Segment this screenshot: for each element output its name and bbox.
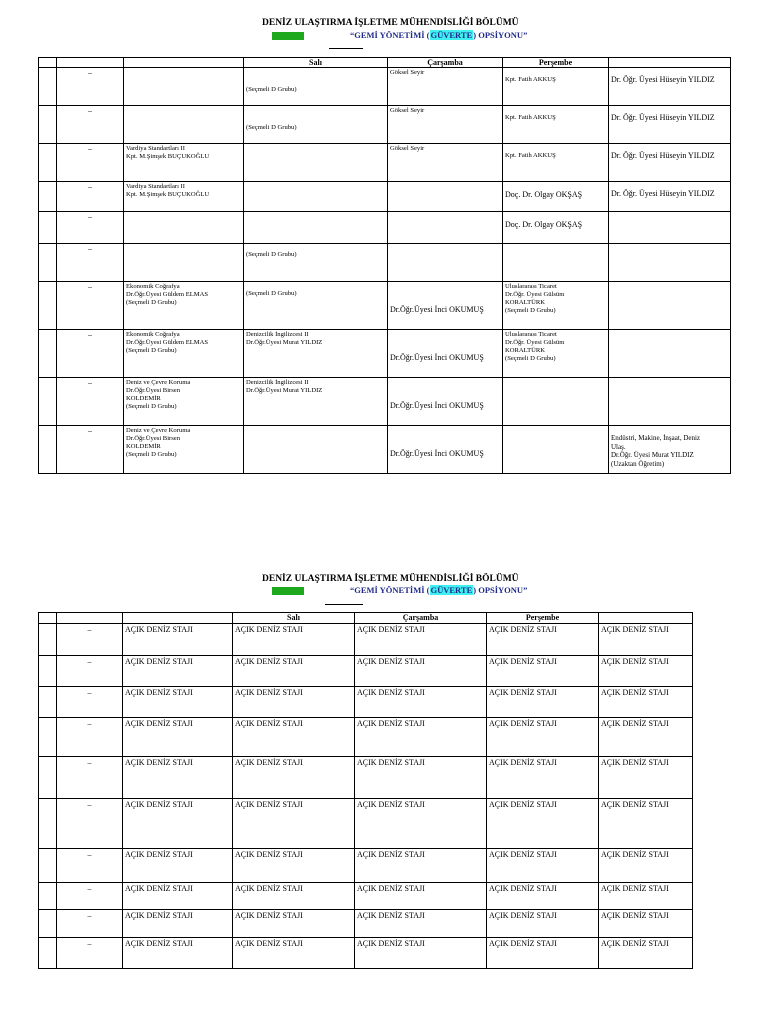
table-row — [39, 144, 731, 182]
table-row — [39, 910, 693, 938]
page-title-2: DENİZ ULAŞTIRMA İŞLETME MÜHENDİSLİĞİ BÖLÜMÜ — [262, 574, 519, 584]
wednesday-cell — [388, 182, 503, 212]
thursday-cell: Uluslararası Ticaret Dr.Öğr. Üyesi Gülsüm KORALTÜRK (Seçmeli D Grubu) — [503, 282, 609, 330]
tuesday-cell: Denizcilik İngilizcesi II Dr.Öğr.Üyesi Murat YILDIZ — [244, 330, 388, 378]
time-dash-cell: – — [57, 849, 123, 883]
wednesday-cell: AÇIK DENİZ STAJI — [355, 938, 487, 969]
divider — [329, 48, 363, 49]
thursday-cell — [503, 244, 609, 282]
monday-cell: AÇIK DENİZ STAJI — [123, 687, 233, 718]
friday-cell — [609, 282, 731, 330]
thursday-cell: Doç. Dr. Olgay OKŞAŞ — [503, 182, 609, 212]
monday-cell: AÇIK DENİZ STAJI — [123, 656, 233, 687]
table-row — [39, 244, 731, 282]
schedule-table-1 — [38, 57, 731, 474]
friday-cell: Dr. Öğr. Üyesi Hüseyin YILDIZ — [609, 68, 731, 106]
monday-cell: Vardiya Standartları II Kpt. M.Şimşek BUÇUKOĞLU — [124, 144, 244, 182]
tuesday-cell — [244, 182, 388, 212]
highlight-marker-2 — [272, 587, 304, 595]
row-marker-cell — [39, 687, 57, 718]
monday-cell: Deniz ve Çevre Koruma Dr.Öğr.Üyesi Birsen KOLDEMİR (Seçmeli D Grubu) — [124, 378, 244, 426]
thursday-cell: Kpt. Fatih AKKUŞ — [503, 68, 609, 106]
table-row — [39, 883, 693, 910]
tuesday-cell: AÇIK DENİZ STAJI — [233, 687, 355, 718]
tuesday-cell: AÇIK DENİZ STAJI — [233, 910, 355, 938]
time-dash-cell: – — [57, 687, 123, 718]
time-dash-cell: – — [57, 757, 123, 799]
wednesday-cell: AÇIK DENİZ STAJI — [355, 799, 487, 849]
header-tuesday: Salı — [233, 613, 355, 624]
page-subtitle: “GEMİ YÖNETİMİ (GÜVERTE) OPSİYONU” — [350, 30, 528, 40]
header-thursday: Perşembe — [487, 613, 599, 624]
table-row — [39, 426, 731, 474]
wednesday-cell: AÇIK DENİZ STAJI — [355, 656, 487, 687]
monday-cell — [124, 106, 244, 144]
friday-cell: AÇIK DENİZ STAJI — [599, 718, 693, 757]
tuesday-cell: AÇIK DENİZ STAJI — [233, 799, 355, 849]
tuesday-cell: AÇIK DENİZ STAJI — [233, 757, 355, 799]
row-marker-cell — [39, 212, 57, 244]
time-dash-cell: – — [57, 656, 123, 687]
tuesday-cell: AÇIK DENİZ STAJI — [233, 656, 355, 687]
friday-cell: AÇIK DENİZ STAJI — [599, 910, 693, 938]
row-marker-cell — [39, 244, 57, 282]
monday-cell: AÇIK DENİZ STAJI — [123, 624, 233, 656]
wednesday-cell: Göksel Seyir — [388, 144, 503, 182]
table-row — [39, 282, 731, 330]
monday-cell — [124, 212, 244, 244]
wednesday-cell: AÇIK DENİZ STAJI — [355, 624, 487, 656]
friday-cell — [609, 244, 731, 282]
row-marker-cell — [39, 757, 57, 799]
monday-cell: Deniz ve Çevre Koruma Dr.Öğr.Üyesi Birsen KOLDEMİR (Seçmeli D Grubu) — [124, 426, 244, 474]
thursday-cell: AÇIK DENİZ STAJI — [487, 757, 599, 799]
table-header-row — [39, 58, 731, 68]
time-dash-cell: – — [57, 718, 123, 757]
time-dash-cell: – — [57, 426, 124, 474]
friday-cell: Endüstri, Makine, İnşaat, Deniz Ulaş. Dr.Öğr. Üyesi Murat YILDIZ (Uzaktan Öğretim) — [609, 426, 731, 474]
thursday-cell — [503, 378, 609, 426]
schedule-table-2 — [38, 612, 693, 969]
thursday-cell: AÇIK DENİZ STAJI — [487, 938, 599, 969]
row-marker-cell — [39, 106, 57, 144]
table-row — [39, 799, 693, 849]
friday-cell: AÇIK DENİZ STAJI — [599, 883, 693, 910]
friday-cell — [609, 378, 731, 426]
time-dash-cell: – — [57, 244, 124, 282]
time-dash-cell: – — [57, 106, 124, 144]
table-row — [39, 106, 731, 144]
time-dash-cell: – — [57, 144, 124, 182]
thursday-cell: AÇIK DENİZ STAJI — [487, 910, 599, 938]
row-marker-cell — [39, 426, 57, 474]
wednesday-cell: AÇIK DENİZ STAJI — [355, 849, 487, 883]
row-marker-cell — [39, 718, 57, 757]
table-row — [39, 330, 731, 378]
header-wednesday: Çarşamba — [355, 613, 487, 624]
row-marker-cell — [39, 910, 57, 938]
monday-cell: AÇIK DENİZ STAJI — [123, 718, 233, 757]
time-dash-cell: – — [57, 624, 123, 656]
time-dash-cell: – — [57, 883, 123, 910]
row-marker-cell — [39, 624, 57, 656]
row-marker-cell — [39, 144, 57, 182]
wednesday-cell: Dr.Öğr.Üyesi İnci OKUMUŞ — [388, 330, 503, 378]
header-tuesday: Salı — [244, 58, 388, 68]
table-row — [39, 687, 693, 718]
thursday-cell: AÇIK DENİZ STAJI — [487, 687, 599, 718]
row-marker-cell — [39, 182, 57, 212]
time-dash-cell: – — [57, 68, 124, 106]
thursday-cell: AÇIK DENİZ STAJI — [487, 799, 599, 849]
row-marker-cell — [39, 849, 57, 883]
row-marker-cell — [39, 282, 57, 330]
friday-cell: AÇIK DENİZ STAJI — [599, 687, 693, 718]
table-row — [39, 212, 731, 244]
time-dash-cell: – — [57, 330, 124, 378]
friday-cell: AÇIK DENİZ STAJI — [599, 656, 693, 687]
time-dash-cell: – — [57, 378, 124, 426]
time-dash-cell: – — [57, 910, 123, 938]
table-row — [39, 68, 731, 106]
monday-cell: Vardiya Standartları II Kpt. M.Şimşek BUÇUKOĞLU — [124, 182, 244, 212]
thursday-cell: AÇIK DENİZ STAJI — [487, 656, 599, 687]
thursday-cell: Kpt. Fatih AKKUŞ — [503, 106, 609, 144]
header-wednesday: Çarşamba — [388, 58, 503, 68]
friday-cell: Dr. Öğr. Üyesi Hüseyin YILDIZ — [609, 144, 731, 182]
tuesday-cell: (Seçmeli D Grubu) — [244, 106, 388, 144]
wednesday-cell — [388, 212, 503, 244]
tuesday-cell — [244, 144, 388, 182]
page-title: DENİZ ULAŞTIRMA İŞLETME MÜHENDİSLİĞİ BÖLÜMÜ — [262, 18, 519, 28]
monday-cell — [124, 68, 244, 106]
row-marker-cell — [39, 938, 57, 969]
friday-cell: AÇIK DENİZ STAJI — [599, 757, 693, 799]
monday-cell — [124, 244, 244, 282]
header-thursday: Perşembe — [503, 58, 609, 68]
tuesday-cell: AÇIK DENİZ STAJI — [233, 718, 355, 757]
thursday-cell — [503, 426, 609, 474]
row-marker-cell — [39, 883, 57, 910]
wednesday-cell: Göksel Seyir — [388, 106, 503, 144]
time-dash-cell: – — [57, 282, 124, 330]
monday-cell: AÇIK DENİZ STAJI — [123, 757, 233, 799]
monday-cell: AÇIK DENİZ STAJI — [123, 938, 233, 969]
thursday-cell: Uluslararası Ticaret Dr.Öğr. Üyesi Gülsüm KORALTÜRK (Seçmeli D Grubu) — [503, 330, 609, 378]
monday-cell: Ekonomik Coğrafya Dr.Öğr.Üyesi Güldem ELMAS (Seçmeli D Grubu) — [124, 330, 244, 378]
table-row — [39, 718, 693, 757]
monday-cell: AÇIK DENİZ STAJI — [123, 883, 233, 910]
friday-cell: AÇIK DENİZ STAJI — [599, 624, 693, 656]
wednesday-cell: Dr.Öğr.Üyesi İnci OKUMUŞ — [388, 426, 503, 474]
row-marker-cell — [39, 68, 57, 106]
time-dash-cell: – — [57, 212, 124, 244]
wednesday-cell: AÇIK DENİZ STAJI — [355, 883, 487, 910]
table-row — [39, 757, 693, 799]
row-marker-cell — [39, 799, 57, 849]
page-subtitle-2: “GEMİ YÖNETİMİ (GÜVERTE) OPSİYONU” — [350, 585, 528, 595]
row-marker-cell — [39, 330, 57, 378]
table-row — [39, 182, 731, 212]
row-marker-cell — [39, 656, 57, 687]
table-row — [39, 656, 693, 687]
table-header-row — [39, 613, 693, 624]
tuesday-cell: AÇIK DENİZ STAJI — [233, 624, 355, 656]
friday-cell: Dr. Öğr. Üyesi Hüseyin YILDIZ — [609, 106, 731, 144]
table-row — [39, 938, 693, 969]
time-dash-cell: – — [57, 182, 124, 212]
tuesday-cell: AÇIK DENİZ STAJI — [233, 938, 355, 969]
time-dash-cell: – — [57, 938, 123, 969]
thursday-cell: AÇIK DENİZ STAJI — [487, 883, 599, 910]
thursday-cell: Doç. Dr. Olgay OKŞAŞ — [503, 212, 609, 244]
thursday-cell: Kpt. Fatih AKKUŞ — [503, 144, 609, 182]
table-row — [39, 849, 693, 883]
wednesday-cell: AÇIK DENİZ STAJI — [355, 910, 487, 938]
table-row — [39, 378, 731, 426]
monday-cell: AÇIK DENİZ STAJI — [123, 849, 233, 883]
tuesday-cell — [244, 212, 388, 244]
monday-cell: Ekonomik Coğrafya Dr.Öğr.Üyesi Güldem ELMAS (Seçmeli D Grubu) — [124, 282, 244, 330]
tuesday-cell: AÇIK DENİZ STAJI — [233, 883, 355, 910]
friday-cell — [609, 212, 731, 244]
row-marker-cell — [39, 378, 57, 426]
time-dash-cell: – — [57, 799, 123, 849]
tuesday-cell: (Seçmeli D Grubu) — [244, 282, 388, 330]
wednesday-cell: AÇIK DENİZ STAJI — [355, 757, 487, 799]
thursday-cell: AÇIK DENİZ STAJI — [487, 718, 599, 757]
friday-cell — [609, 330, 731, 378]
friday-cell: Dr. Öğr. Üyesi Hüseyin YILDIZ — [609, 182, 731, 212]
tuesday-cell: (Seçmeli D Grubu) — [244, 244, 388, 282]
tuesday-cell: AÇIK DENİZ STAJI — [233, 849, 355, 883]
wednesday-cell: Göksel Seyir — [388, 68, 503, 106]
monday-cell: AÇIK DENİZ STAJI — [123, 799, 233, 849]
friday-cell: AÇIK DENİZ STAJI — [599, 799, 693, 849]
friday-cell: AÇIK DENİZ STAJI — [599, 938, 693, 969]
divider-2 — [325, 604, 363, 605]
monday-cell: AÇIK DENİZ STAJI — [123, 910, 233, 938]
tuesday-cell: Denizcilik İngilizcesi II Dr.Öğr.Üyesi Murat YILDIZ — [244, 378, 388, 426]
table-row — [39, 624, 693, 656]
highlight-marker — [272, 32, 304, 40]
wednesday-cell: Dr.Öğr.Üyesi İnci OKUMUŞ — [388, 378, 503, 426]
thursday-cell: AÇIK DENİZ STAJI — [487, 624, 599, 656]
wednesday-cell: AÇIK DENİZ STAJI — [355, 687, 487, 718]
wednesday-cell: AÇIK DENİZ STAJI — [355, 718, 487, 757]
tuesday-cell: (Seçmeli D Grubu) — [244, 68, 388, 106]
tuesday-cell — [244, 426, 388, 474]
wednesday-cell — [388, 244, 503, 282]
wednesday-cell: Dr.Öğr.Üyesi İnci OKUMUŞ — [388, 282, 503, 330]
thursday-cell: AÇIK DENİZ STAJI — [487, 849, 599, 883]
friday-cell: AÇIK DENİZ STAJI — [599, 849, 693, 883]
